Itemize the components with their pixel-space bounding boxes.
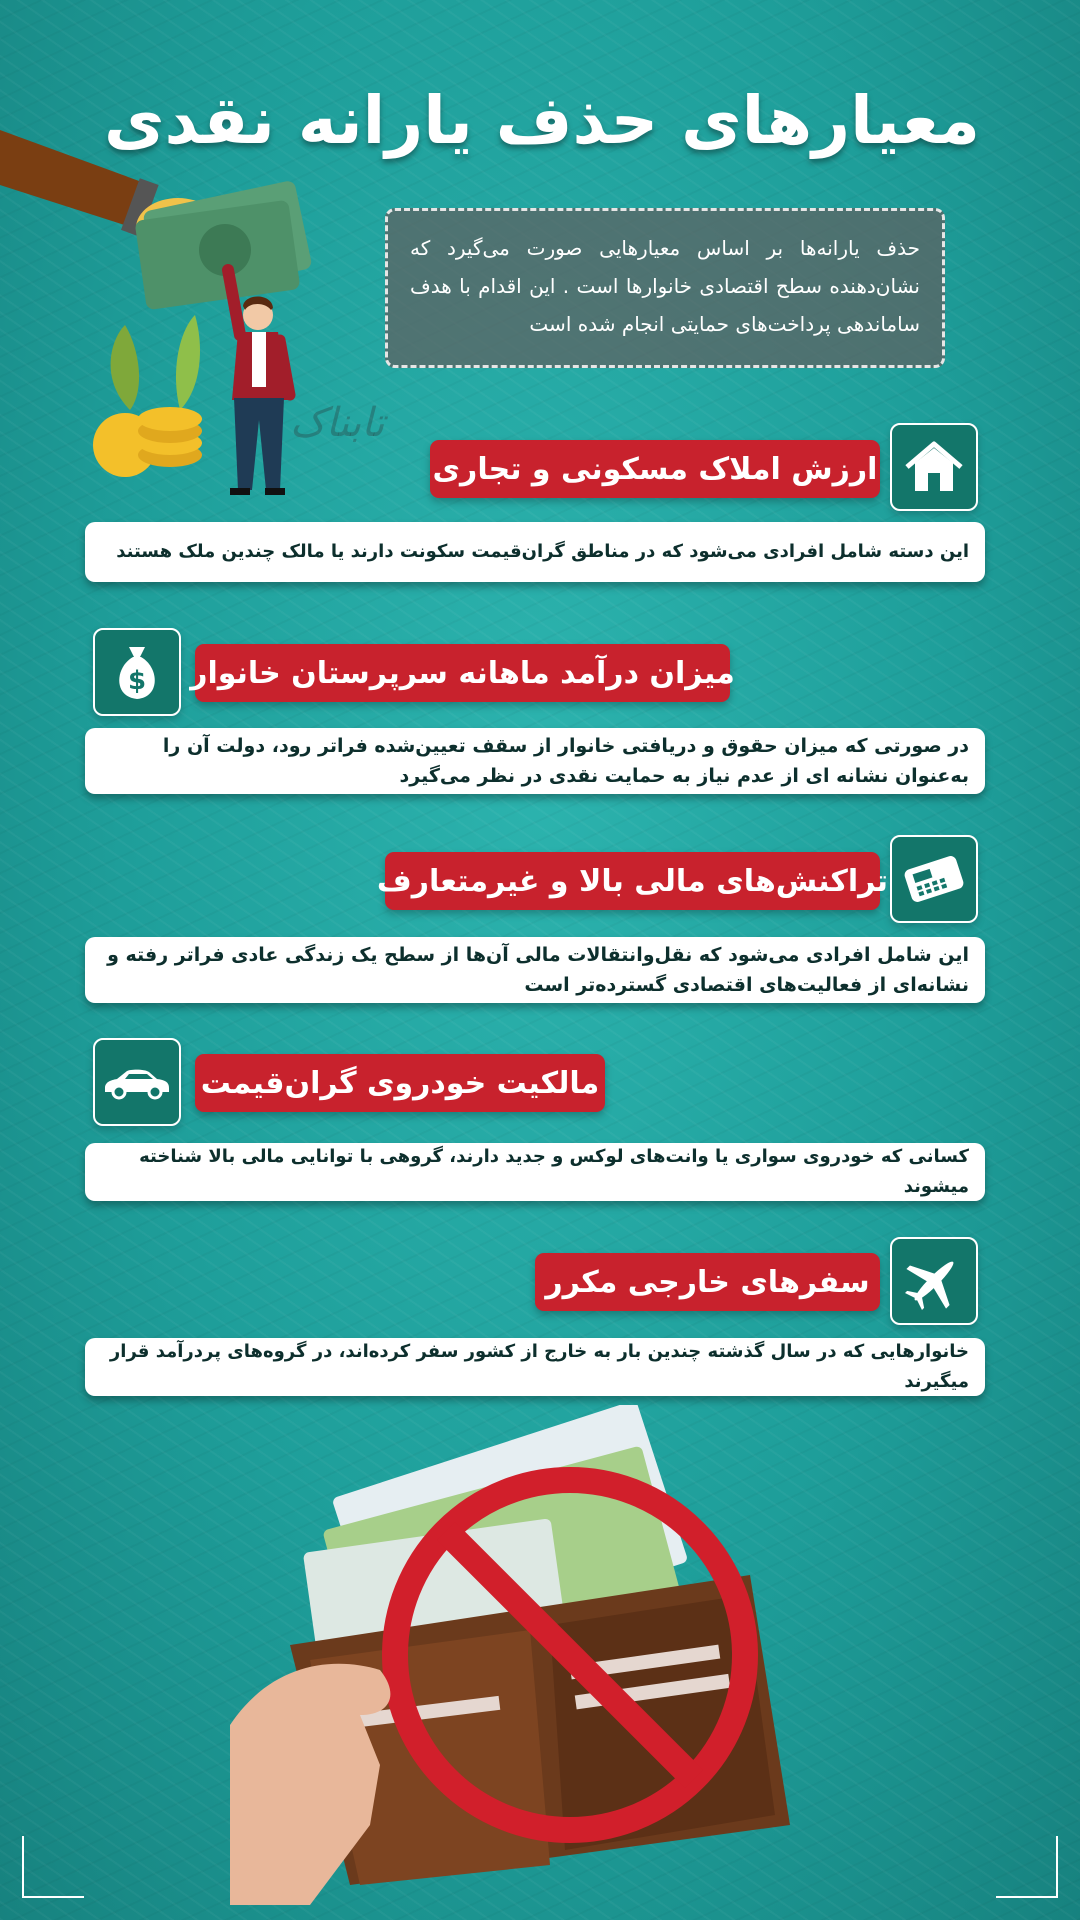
page-title: معیارهای حذف یارانه نقدی: [103, 82, 980, 159]
car-icon: [101, 1064, 173, 1100]
criterion-heading-1: ارزش املاک مسکونی و تجاری: [430, 440, 880, 498]
criterion-description-2: در صورتی که میزان حقوق و دریافتی خانوار از سقف تعیین‌شده فراتر رود، دولت آن را به‌عنوان نشانه ای از عدم نیاز به حمایت نقدی در نظر می‌گیرد: [85, 728, 985, 794]
car-icon-box: [93, 1038, 181, 1126]
card-reader-icon: [901, 854, 967, 904]
criterion-heading-4: مالکیت خودروی گران‌قیمت: [195, 1054, 605, 1112]
wallet-prohibited-icon: [230, 1405, 870, 1905]
airplane-icon: [902, 1249, 966, 1313]
money-bag-icon-box: [93, 628, 181, 716]
illustration-top: [0, 110, 330, 500]
airplane-icon-box: [890, 1237, 978, 1325]
svg-text:$: $: [127, 666, 147, 696]
criterion-description-1: این دسته شامل افرادی می‌شود که در مناطق گران‌قیمت سکونت دارند یا مالک چندین ملک هستند: [85, 522, 985, 582]
criterion-description-5: خانوارهایی که در سال گذشته چندین بار به خارج از کشور سفر کرده‌اند، در گروه‌های پردرآمد قرار میگیرند: [85, 1338, 985, 1396]
house-icon-box: [890, 423, 978, 511]
criterion-description-3: این شامل افرادی می‌شود که نقل‌وانتقالات مالی آن‌ها از سطح یک زندگی عادی فراتر رفته و نشانه‌ای از فعالیت‌های اقتصادی گسترده‌تر است: [85, 937, 985, 1003]
money-bag-icon: [109, 641, 165, 703]
criterion-description-4: کسانی که خودروی سواری یا وانت‌های لوکس و جدید دارند، گروهی با توانایی مالی بالا شناخته میشوند: [85, 1143, 985, 1201]
criterion-heading-5: سفرهای خارجی مکرر: [535, 1253, 880, 1311]
watermark-text: تابناک: [290, 400, 385, 446]
corner-bracket-right: [996, 1836, 1058, 1898]
corner-bracket-left: [22, 1836, 84, 1898]
criterion-heading-3: تراکنش‌های مالی بالا و غیرمتعارف: [385, 852, 880, 910]
house-icon: [903, 439, 965, 495]
criterion-heading-2: میزان درآمد ماهانه سرپرستان خانوار: [195, 644, 730, 702]
illustration-wallet: [230, 1405, 870, 1905]
intro-box: حذف یارانه‌ها بر اساس معیارهایی صورت می‌گیرد که نشان‌دهنده سطح اقتصادی خانوارها است . این اقدام با هدف ساماندهی پرداخت‌های حمایتی انجام شده است: [385, 208, 945, 368]
man-with-cash-icon: [0, 110, 330, 500]
card-reader-icon-box: [890, 835, 978, 923]
